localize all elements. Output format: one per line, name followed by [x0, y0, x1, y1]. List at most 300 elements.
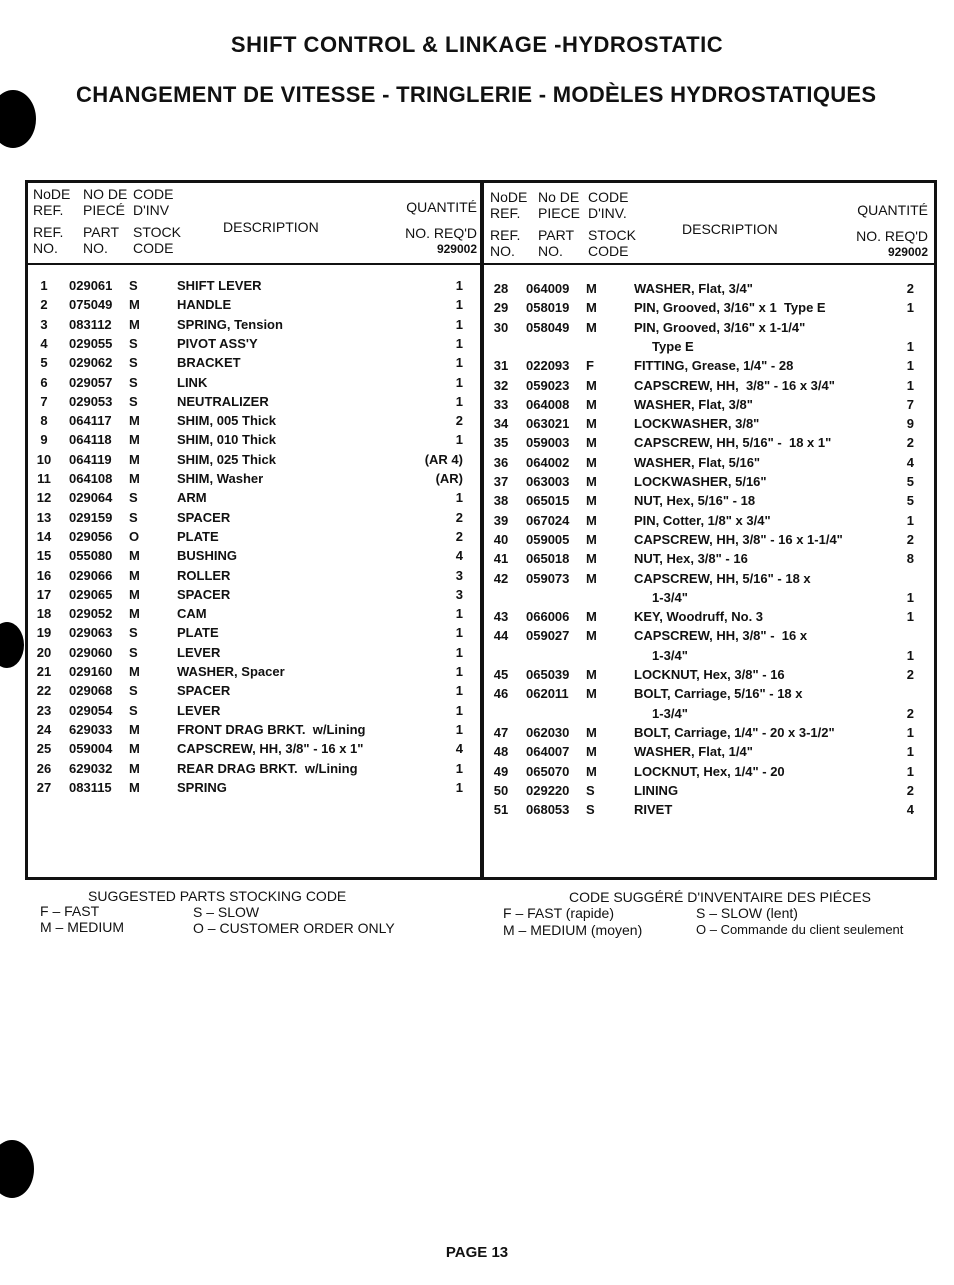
- quantity-cell: 4: [455, 548, 463, 564]
- quantity-cell: 1: [455, 779, 463, 795]
- table-row: [490, 549, 914, 568]
- table-row: [490, 607, 914, 626]
- part-number-cell: 065015: [526, 493, 570, 509]
- stock-code-cell: O: [129, 528, 140, 544]
- quantity-cell: 4: [455, 741, 463, 757]
- stock-code-cell: M: [586, 281, 597, 296]
- ref-cell: 21: [36, 664, 52, 679]
- stock-code-cell: M: [129, 316, 140, 332]
- part-number-cell: 068053: [526, 802, 570, 818]
- stock-code-cell: M: [129, 606, 140, 622]
- stock-code-cell: M: [586, 416, 597, 432]
- quantity-cell: 1: [455, 316, 463, 332]
- quantity-cell: 1: [455, 702, 463, 718]
- table-row: [33, 701, 463, 720]
- quantity-cell: 1: [906, 377, 914, 393]
- part-number-cell: 029062: [69, 355, 113, 371]
- stock-code-cell: M: [586, 435, 597, 451]
- description-cell: CAPSCREW, HH, 3/8" - 16 x: [634, 628, 808, 644]
- quantity-cell: 1: [455, 432, 463, 448]
- part-number-cell: 029057: [69, 374, 113, 390]
- table-row: [33, 430, 463, 449]
- quantity-cell: 9: [906, 416, 914, 432]
- table-row: [33, 353, 463, 372]
- stock-code-cell: M: [586, 628, 597, 644]
- header-right: [490, 189, 928, 263]
- ref-cell: 3: [40, 316, 48, 332]
- ref-cell: 24: [36, 721, 52, 737]
- part-number-cell: 022093: [526, 358, 570, 374]
- quantity-cell: 1: [906, 647, 914, 663]
- stock-code-cell: M: [586, 551, 597, 567]
- page-title-english: SHIFT CONTROL & LINKAGE -HYDROSTATIC: [230, 32, 724, 57]
- description-cell: CAPSCREW, HH, 3/8" - 16 x 3/4": [634, 377, 835, 393]
- description-cell: PIN, Grooved, 3/16" x 1 Type E: [634, 300, 826, 316]
- ref-cell: 15: [36, 548, 52, 564]
- description-cell: BOLT, Carriage, 5/16" - 18 x: [634, 686, 803, 702]
- part-number-cell: 629033: [69, 721, 113, 737]
- stock-code-cell: M: [129, 432, 140, 448]
- table-row: [33, 450, 463, 469]
- stock-code-cell: M: [129, 471, 140, 486]
- quantity-cell: 1: [455, 644, 463, 660]
- ref-cell: 36: [493, 454, 509, 470]
- part-number-cell: 075049: [69, 297, 113, 313]
- part-number-cell: 065039: [526, 667, 570, 682]
- ref-cell: 48: [493, 744, 509, 760]
- ref-cell: 33: [493, 396, 509, 412]
- quantity-cell: 2: [906, 531, 914, 547]
- table-row: [490, 356, 914, 375]
- ref-cell: 35: [493, 435, 509, 451]
- ref-cell: 13: [36, 509, 52, 525]
- stock-code-cell: M: [586, 512, 597, 528]
- stock-code-cell: S: [129, 490, 138, 506]
- header-qty-line-3: 929002: [436, 242, 477, 256]
- stock-code-cell: M: [129, 413, 140, 429]
- ref-cell: 38: [493, 493, 509, 509]
- legend-medium: M – MEDIUM: [40, 919, 124, 935]
- table-row: [490, 569, 914, 588]
- table-row: [490, 723, 914, 742]
- header-qty-line-3: 929002: [887, 245, 928, 259]
- description-cell: WASHER, Flat, 5/16": [634, 454, 761, 470]
- table-row: [33, 623, 463, 642]
- stock-code-cell: M: [586, 396, 597, 412]
- header-part-line-3: PART: [538, 227, 575, 243]
- stock-code-cell: S: [129, 644, 138, 660]
- stock-code-cell: M: [586, 686, 597, 702]
- description-cell: 1-3/4": [634, 589, 688, 605]
- part-number-cell: 029160: [69, 664, 113, 679]
- quantity-cell: 1: [906, 724, 914, 740]
- ref-cell: 28: [493, 281, 509, 296]
- description-cell: CAPSCREW, HH, 3/8" - 16 x 1": [177, 741, 364, 757]
- part-number-cell: 029065: [69, 586, 113, 602]
- part-number-cell: 065018: [526, 551, 570, 567]
- table-row: [33, 778, 463, 797]
- quantity-cell: 2: [906, 782, 914, 798]
- quantity-cell: 2: [906, 667, 914, 682]
- table-row: [33, 546, 463, 565]
- part-number-cell: 059073: [526, 570, 570, 586]
- stock-code-cell: M: [129, 567, 140, 583]
- header-qty-line-2: NO. REQ'D: [405, 225, 477, 241]
- quantity-cell: 1: [455, 683, 463, 699]
- stock-code-cell: M: [129, 664, 140, 679]
- stock-code-cell: F: [586, 358, 594, 374]
- part-number-cell: 055080: [69, 548, 113, 564]
- quantity-cell: 2: [906, 281, 914, 296]
- quantity-cell: 1: [906, 744, 914, 760]
- table-row: [33, 488, 463, 507]
- stock-code-cell: M: [129, 741, 140, 757]
- table-row: [33, 315, 463, 334]
- description-cell: FITTING, Grease, 1/4" - 28: [634, 358, 794, 374]
- ref-cell: 45: [493, 667, 509, 682]
- stock-code-cell: M: [586, 724, 597, 740]
- description-cell: SHIM, 005 Thick: [177, 413, 276, 429]
- part-number-cell: 064007: [526, 744, 570, 760]
- ref-cell: 20: [36, 644, 52, 660]
- table-row: [490, 337, 914, 356]
- stock-code-cell: S: [129, 393, 138, 409]
- description-cell: CAPSCREW, HH, 5/16" - 18 x: [634, 570, 811, 586]
- table-row: [490, 491, 914, 510]
- ref-cell: 51: [493, 802, 509, 818]
- part-number-cell: 064008: [526, 396, 570, 412]
- ref-cell: 9: [40, 432, 48, 448]
- header-ref-line-4: NO.: [33, 240, 58, 256]
- table-row: [33, 276, 463, 295]
- description-cell: CAPSCREW, HH, 3/8" - 16 x 1-1/4": [634, 531, 843, 547]
- quantity-cell: 1: [455, 490, 463, 506]
- description-cell: REAR DRAG BRKT. w/Lining: [177, 760, 358, 776]
- description-cell: CAPSCREW, HH, 5/16" - 18 x 1": [634, 435, 832, 451]
- quantity-cell: 2: [455, 528, 463, 544]
- header-code-line-4: CODE: [588, 243, 629, 259]
- quantity-cell: 1: [455, 393, 463, 409]
- table-row: [490, 762, 914, 781]
- stock-code-cell: M: [586, 744, 597, 760]
- header-part-line-4: NO.: [83, 240, 108, 256]
- ref-cell: 11: [37, 471, 51, 486]
- table-row: [490, 646, 914, 665]
- part-number-cell: 029052: [69, 606, 113, 622]
- header-part-line-1: NO DE: [83, 186, 128, 202]
- table-row: [490, 742, 914, 761]
- description-cell: PLATE: [177, 625, 219, 641]
- quantity-cell: 2: [906, 705, 914, 721]
- ref-cell: 16: [36, 567, 52, 583]
- table-row: [490, 414, 914, 433]
- ref-cell: 40: [493, 531, 509, 547]
- stock-code-cell: M: [586, 570, 597, 586]
- description-cell: HANDLE: [177, 297, 232, 313]
- header-code-line-2: D'INV: [133, 202, 170, 218]
- header-code-line-2: D'INV.: [588, 205, 627, 221]
- quantity-cell: 2: [455, 413, 463, 429]
- description-cell: WASHER, Flat, 3/8": [634, 396, 753, 412]
- ref-cell: 31: [493, 358, 509, 374]
- table-row: [490, 279, 914, 298]
- ref-cell: 50: [493, 782, 509, 798]
- legend-slow: S – SLOW (lent): [696, 905, 798, 921]
- part-number-cell: 059023: [526, 377, 570, 393]
- table-row: [33, 604, 463, 623]
- ref-cell: 46: [493, 686, 509, 702]
- header-qty-line-2: NO. REQ'D: [856, 228, 928, 244]
- binder-hole-bottom: [0, 1140, 34, 1198]
- description-cell: BOLT, Carriage, 1/4" - 20 x 3-1/2": [634, 724, 835, 740]
- description-cell: LEVER: [177, 702, 221, 718]
- description-cell: NEUTRALIZER: [177, 393, 269, 409]
- table-row: [490, 376, 914, 395]
- description-cell: NUT, Hex, 5/16" - 18: [634, 493, 756, 509]
- table-row: [33, 469, 463, 488]
- quantity-cell: 4: [906, 454, 914, 470]
- ref-cell: 2: [40, 297, 48, 313]
- quantity-cell: 1: [906, 512, 914, 528]
- quantity-cell: 1: [455, 335, 463, 351]
- description-cell: NUT, Hex, 3/8" - 16: [634, 551, 748, 567]
- header-left: [33, 186, 477, 262]
- description-cell: SPRING, Tension: [177, 316, 283, 332]
- ref-cell: 7: [40, 393, 48, 409]
- quantity-cell: 1: [455, 606, 463, 622]
- ref-cell: 44: [493, 628, 509, 644]
- ref-cell: 12: [36, 490, 52, 506]
- ref-cell: 10: [36, 451, 52, 467]
- stock-code-cell: M: [586, 763, 597, 779]
- quantity-cell: 1: [906, 338, 914, 354]
- stock-code-cell: M: [586, 454, 597, 470]
- description-cell: LINING: [634, 782, 679, 798]
- table-row: [490, 453, 914, 472]
- quantity-cell: 1: [906, 589, 914, 605]
- legend-title: SUGGESTED PARTS STOCKING CODE: [88, 888, 347, 904]
- quantity-cell: 1: [906, 300, 914, 316]
- part-number-cell: 064108: [69, 471, 113, 486]
- ref-cell: 34: [493, 416, 509, 432]
- quantity-cell: 2: [455, 509, 463, 525]
- table-row: [490, 665, 914, 684]
- header-part-line-2: PIECÉ: [83, 202, 126, 218]
- description-cell: WASHER, Flat, 3/4": [634, 281, 753, 296]
- page-title-french: CHANGEMENT DE VITESSE - TRINGLERIE - MODÈLES HYDROSTATIQUES: [76, 82, 877, 107]
- part-number-cell: 029068: [69, 683, 113, 699]
- table-row: [33, 392, 463, 411]
- table-row: [490, 511, 914, 530]
- legend-medium: M – MEDIUM (moyen): [503, 922, 643, 938]
- table-row: [490, 395, 914, 414]
- part-number-cell: 029055: [69, 335, 113, 351]
- part-number-cell: 062011: [526, 686, 569, 702]
- header-ref-line-4: NO.: [490, 243, 515, 259]
- quantity-cell: 1: [455, 297, 463, 313]
- table-row: [490, 626, 914, 645]
- page-number: PAGE 13: [445, 1244, 509, 1261]
- quantity-cell: 7: [906, 396, 914, 412]
- part-number-cell: 029054: [69, 702, 113, 718]
- ref-cell: 47: [493, 724, 509, 740]
- binder-hole-top: [0, 90, 36, 148]
- table-row: [33, 295, 463, 314]
- header-part-line-4: NO.: [538, 243, 563, 259]
- header-ref-line-1: NoDE: [490, 189, 528, 205]
- table-row: [33, 585, 463, 604]
- header-ref-line-2: REF.: [33, 202, 64, 218]
- header-ref-line-2: REF.: [490, 205, 521, 221]
- stock-code-cell: S: [129, 509, 138, 525]
- legend-english: [0, 888, 480, 940]
- stock-code-cell: S: [129, 702, 138, 718]
- ref-cell: 42: [493, 570, 509, 586]
- quantity-cell: (AR): [435, 471, 463, 486]
- ref-cell: 14: [36, 528, 52, 544]
- quantity-cell: 1: [455, 760, 463, 776]
- table-row: [490, 800, 914, 819]
- legend-customer-order: O – CUSTOMER ORDER ONLY: [193, 920, 395, 936]
- table-row: [490, 298, 914, 317]
- quantity-cell: 5: [906, 474, 914, 489]
- table-row: [33, 759, 463, 778]
- table-row: [490, 781, 914, 800]
- stock-code-cell: M: [129, 586, 140, 602]
- part-number-cell: 029060: [69, 644, 113, 660]
- table-row: [490, 588, 914, 607]
- ref-cell: 22: [36, 683, 52, 699]
- description-cell: ARM: [177, 490, 207, 506]
- description-cell: KEY, Woodruff, No. 3: [634, 609, 764, 625]
- table-row: [490, 318, 914, 337]
- description-cell: LEVER: [177, 644, 221, 660]
- description-cell: ROLLER: [177, 567, 231, 583]
- header-qty-line-1: QUANTITÉ: [406, 199, 477, 215]
- part-number-cell: 067024: [526, 512, 570, 528]
- part-number-cell: 059003: [526, 435, 570, 451]
- description-cell: LOCKWASHER, 5/16": [634, 474, 767, 489]
- header-ref-line-3: REF.: [490, 227, 521, 243]
- description-cell: LOCKWASHER, 3/8": [634, 416, 760, 432]
- quantity-cell: 2: [906, 435, 914, 451]
- quantity-cell: 8: [906, 551, 914, 567]
- description-cell: CAM: [177, 606, 207, 622]
- stock-code-cell: M: [586, 667, 597, 682]
- quantity-cell: 1: [906, 763, 914, 779]
- header-part-line-3: PART: [83, 224, 120, 240]
- quantity-cell: 1: [455, 278, 463, 293]
- table-row: [33, 508, 463, 527]
- header-code-line-1: CODE: [133, 186, 174, 202]
- part-number-cell: 029064: [69, 490, 113, 506]
- quantity-cell: (AR 4): [424, 451, 463, 467]
- part-number-cell: 058049: [526, 319, 570, 335]
- ref-cell: 37: [493, 474, 509, 489]
- part-number-cell: 064117: [69, 413, 112, 429]
- header-code-line-3: STOCK: [588, 227, 636, 243]
- part-number-cell: 029220: [526, 782, 570, 798]
- part-number-cell: 065070: [526, 763, 570, 779]
- legend-customer-order: O – Commande du client seulement: [696, 922, 904, 937]
- parts-table: [25, 180, 937, 880]
- stock-code-cell: M: [129, 760, 140, 776]
- description-cell: PIN, Grooved, 3/16" x 1-1/4": [634, 319, 806, 335]
- ref-cell: 39: [493, 512, 509, 528]
- quantity-cell: 1: [455, 355, 463, 371]
- ref-cell: 19: [36, 625, 52, 641]
- ref-cell: 27: [36, 779, 52, 795]
- part-number-cell: 029053: [69, 393, 113, 409]
- ref-cell: 1: [40, 278, 48, 293]
- stock-code-cell: M: [586, 474, 597, 489]
- header-code-line-1: CODE: [588, 189, 629, 205]
- table-row: [490, 433, 914, 452]
- part-number-cell: 083112: [69, 316, 112, 332]
- ref-cell: 41: [493, 551, 509, 567]
- ref-cell: 17: [36, 586, 52, 602]
- stock-code-cell: M: [586, 531, 597, 547]
- stock-code-cell: S: [129, 374, 138, 390]
- part-number-cell: 029061: [69, 278, 113, 293]
- stock-code-cell: S: [129, 683, 138, 699]
- legend-french: [480, 889, 950, 941]
- part-number-cell: 062030: [526, 724, 570, 740]
- table-row: [33, 739, 463, 758]
- description-cell: PIVOT ASS'Y: [177, 335, 258, 351]
- header-ref-line-3: REF.: [33, 224, 64, 240]
- part-number-cell: 064118: [69, 432, 112, 448]
- stock-code-cell: M: [586, 493, 597, 509]
- description-cell: LINK: [177, 374, 208, 390]
- stock-code-cell: M: [586, 319, 597, 335]
- stock-code-cell: S: [586, 802, 595, 818]
- ref-cell: 25: [36, 741, 52, 757]
- binder-hole-middle: [0, 622, 24, 668]
- legend-title: CODE SUGGÉRÉ D'INVENTAIRE DES PIÉCES: [569, 889, 871, 905]
- ref-cell: 8: [40, 413, 48, 429]
- table-row: [490, 704, 914, 723]
- stock-code-cell: M: [129, 779, 140, 795]
- table-row: [33, 643, 463, 662]
- quantity-cell: 3: [455, 586, 463, 602]
- header-code-line-4: CODE: [133, 240, 174, 256]
- description-cell: FRONT DRAG BRKT. w/Lining: [177, 721, 366, 737]
- quantity-cell: 1: [455, 721, 463, 737]
- part-number-cell: 059004: [69, 741, 113, 757]
- ref-cell: 23: [36, 702, 52, 718]
- stock-code-cell: S: [129, 355, 138, 371]
- header-part-line-2: PIECE: [538, 205, 581, 221]
- ref-cell: 26: [36, 760, 52, 776]
- description-cell: WASHER, Spacer: [177, 664, 285, 679]
- part-number-cell: 063021: [526, 416, 570, 432]
- legend-slow: S – SLOW: [193, 904, 260, 920]
- stock-code-cell: M: [129, 721, 140, 737]
- stock-code-cell: M: [129, 297, 140, 313]
- ref-cell: 43: [493, 609, 509, 625]
- header-description: DESCRIPTION: [223, 219, 319, 235]
- header-ref-line-1: NoDE: [33, 186, 71, 202]
- description-cell: SHIM, 010 Thick: [177, 432, 276, 448]
- table-row: [33, 373, 463, 392]
- ref-cell: 32: [493, 377, 509, 393]
- part-number-cell: 059005: [526, 531, 570, 547]
- table-row: [33, 334, 463, 353]
- part-number-cell: 083115: [69, 779, 112, 795]
- part-number-cell: 029056: [69, 528, 113, 544]
- table-row: [33, 411, 463, 430]
